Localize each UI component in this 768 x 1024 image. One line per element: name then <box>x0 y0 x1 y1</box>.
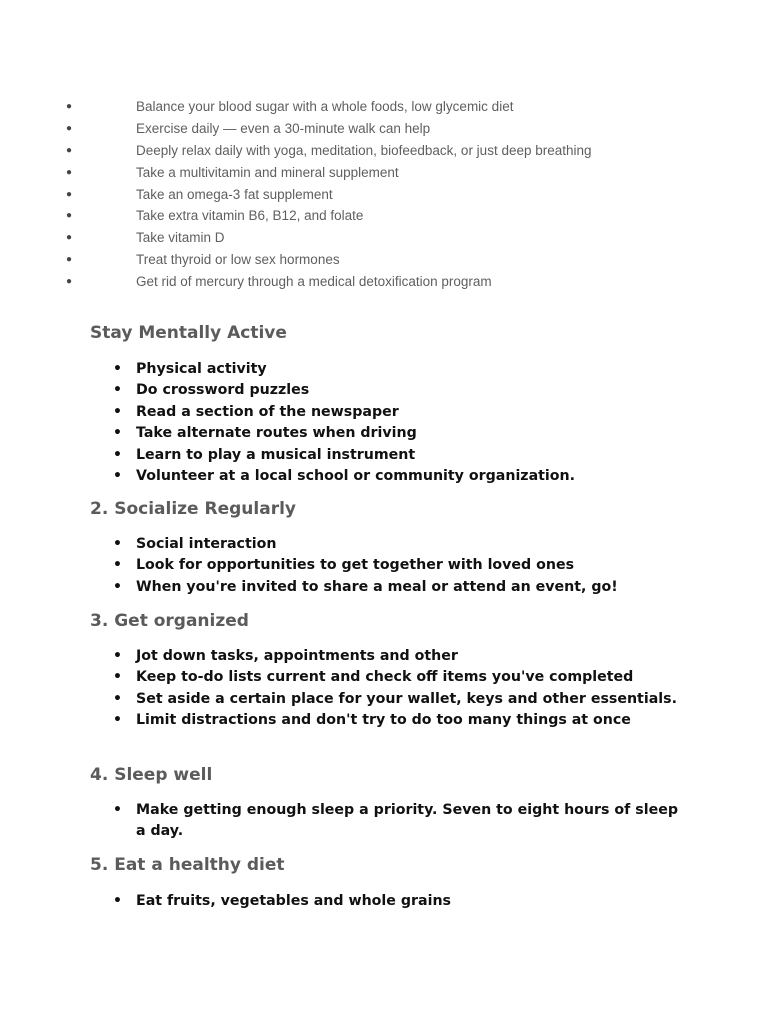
section-heading-eat-a-healthy-diet: 5. Eat a healthy diet <box>90 855 285 875</box>
bullet-icon: ● <box>66 276 73 288</box>
bullet-icon: • <box>113 802 122 818</box>
section-heading-socialize-regularly: 2. Socialize Regularly <box>90 499 296 519</box>
bullet-icon: ● <box>66 166 73 178</box>
bullet-icon: ● <box>66 101 73 112</box>
bullet-icon: • <box>113 669 122 686</box>
list-item: • Physical activity <box>0 359 678 380</box>
bullet-icon: • <box>113 557 122 574</box>
bullet-icon: ● <box>66 122 73 134</box>
bullet-icon: ● <box>66 254 73 266</box>
section-list-eat-a-healthy-diet <box>0 891 678 912</box>
list-item: • Jot down tasks, appointments and other <box>0 646 678 667</box>
bullet-icon: • <box>113 446 122 463</box>
section-heading-get-organized: 3. Get organized <box>90 611 249 631</box>
bullet-icon: • <box>113 425 122 442</box>
bullet-icon: ● <box>66 144 73 156</box>
bullet-icon: • <box>113 403 122 420</box>
section-list-stay-mentally-active <box>0 359 678 487</box>
bullet-icon: • <box>113 648 122 664</box>
section-heading-sleep-well: 4. Sleep well <box>90 765 213 785</box>
list-item: • Volunteer at a local school or community organization. <box>0 466 678 487</box>
list-item: • Do crossword puzzles <box>0 380 678 401</box>
document-page: ● Balance your blood sugar with a whole foods, low glycemic diet ● Exercise daily — even a 30-minute walk can help ● Deeply relax daily with yoga, meditation, biofeedback, or just deep breathing ● Take a multivitamin and mineral supplement ● Take an omega-3 fat supplement ● Take extra vitamin B6, B12, and folate ● Take vitamin D ● Treat thyroid or low sex hormones ● Get rid of mercury through a medical detoxification program Stay Mentally Active • Physical activity • Do crossword puzzles • Read a section of the newspaper • Take alternate routes when driving • Learn to play a musical instrument • Volunteer at a local school or community organization. 2. Socialize Regularly • Social interaction • Look for opportunities to get together with loved ones • When you're invited to share a meal or attend an event, go! 3. Get organized • Jot down tasks, appointments and other • Keep to-do lists current and check off items you've completed • Set aside a certain place for your wallet, keys and other essentials. • Limit distractions and don't try to do too many things at once 4. Sleep well • Make getting enough sleep a priority. Seven to eight hours of sleep a day. 5. Eat a healthy diet • Eat fruits, vegetables and whole grains <box>0 0 768 1024</box>
bullet-icon: • <box>113 536 122 552</box>
list-item: • Look for opportunities to get together with loved ones <box>0 555 678 576</box>
bullet-icon: • <box>113 893 122 909</box>
list-item: • Social interaction <box>0 534 678 555</box>
section-heading-stay-mentally-active: Stay Mentally Active <box>90 323 287 343</box>
bullet-icon: • <box>113 578 122 595</box>
list-item: • Read a section of the newspaper <box>0 402 678 423</box>
list-item: • Make getting enough sleep a priority. Seven to eight hours of sleep a day. <box>113 802 678 840</box>
bullet-icon: ● <box>66 210 73 222</box>
list-item: • Set aside a certain place for your wallet, keys and other essentials. <box>0 689 678 710</box>
section-list-get-organized <box>0 646 678 732</box>
bullet-icon: • <box>113 361 122 377</box>
bullet-icon: ● <box>66 232 73 244</box>
bullet-icon: • <box>113 382 122 399</box>
section-list-socialize-regularly <box>0 534 678 598</box>
bullet-icon: • <box>113 468 122 485</box>
bullet-icon: • <box>113 712 122 729</box>
section-list-sleep-well <box>0 800 678 843</box>
list-item: • Keep to-do lists current and check off items you've completed <box>0 667 678 688</box>
list-item: • Limit distractions and don't try to do too many things at once <box>0 710 678 731</box>
list-item: • When you're invited to share a meal or attend an event, go! <box>0 577 678 598</box>
bullet-icon: • <box>113 690 122 707</box>
bullet-icon: ● <box>66 188 73 200</box>
list-item: • Learn to play a musical instrument <box>0 445 678 466</box>
list-item: • Eat fruits, vegetables and whole grains <box>0 891 678 912</box>
list-item: • Take alternate routes when driving <box>0 423 678 444</box>
